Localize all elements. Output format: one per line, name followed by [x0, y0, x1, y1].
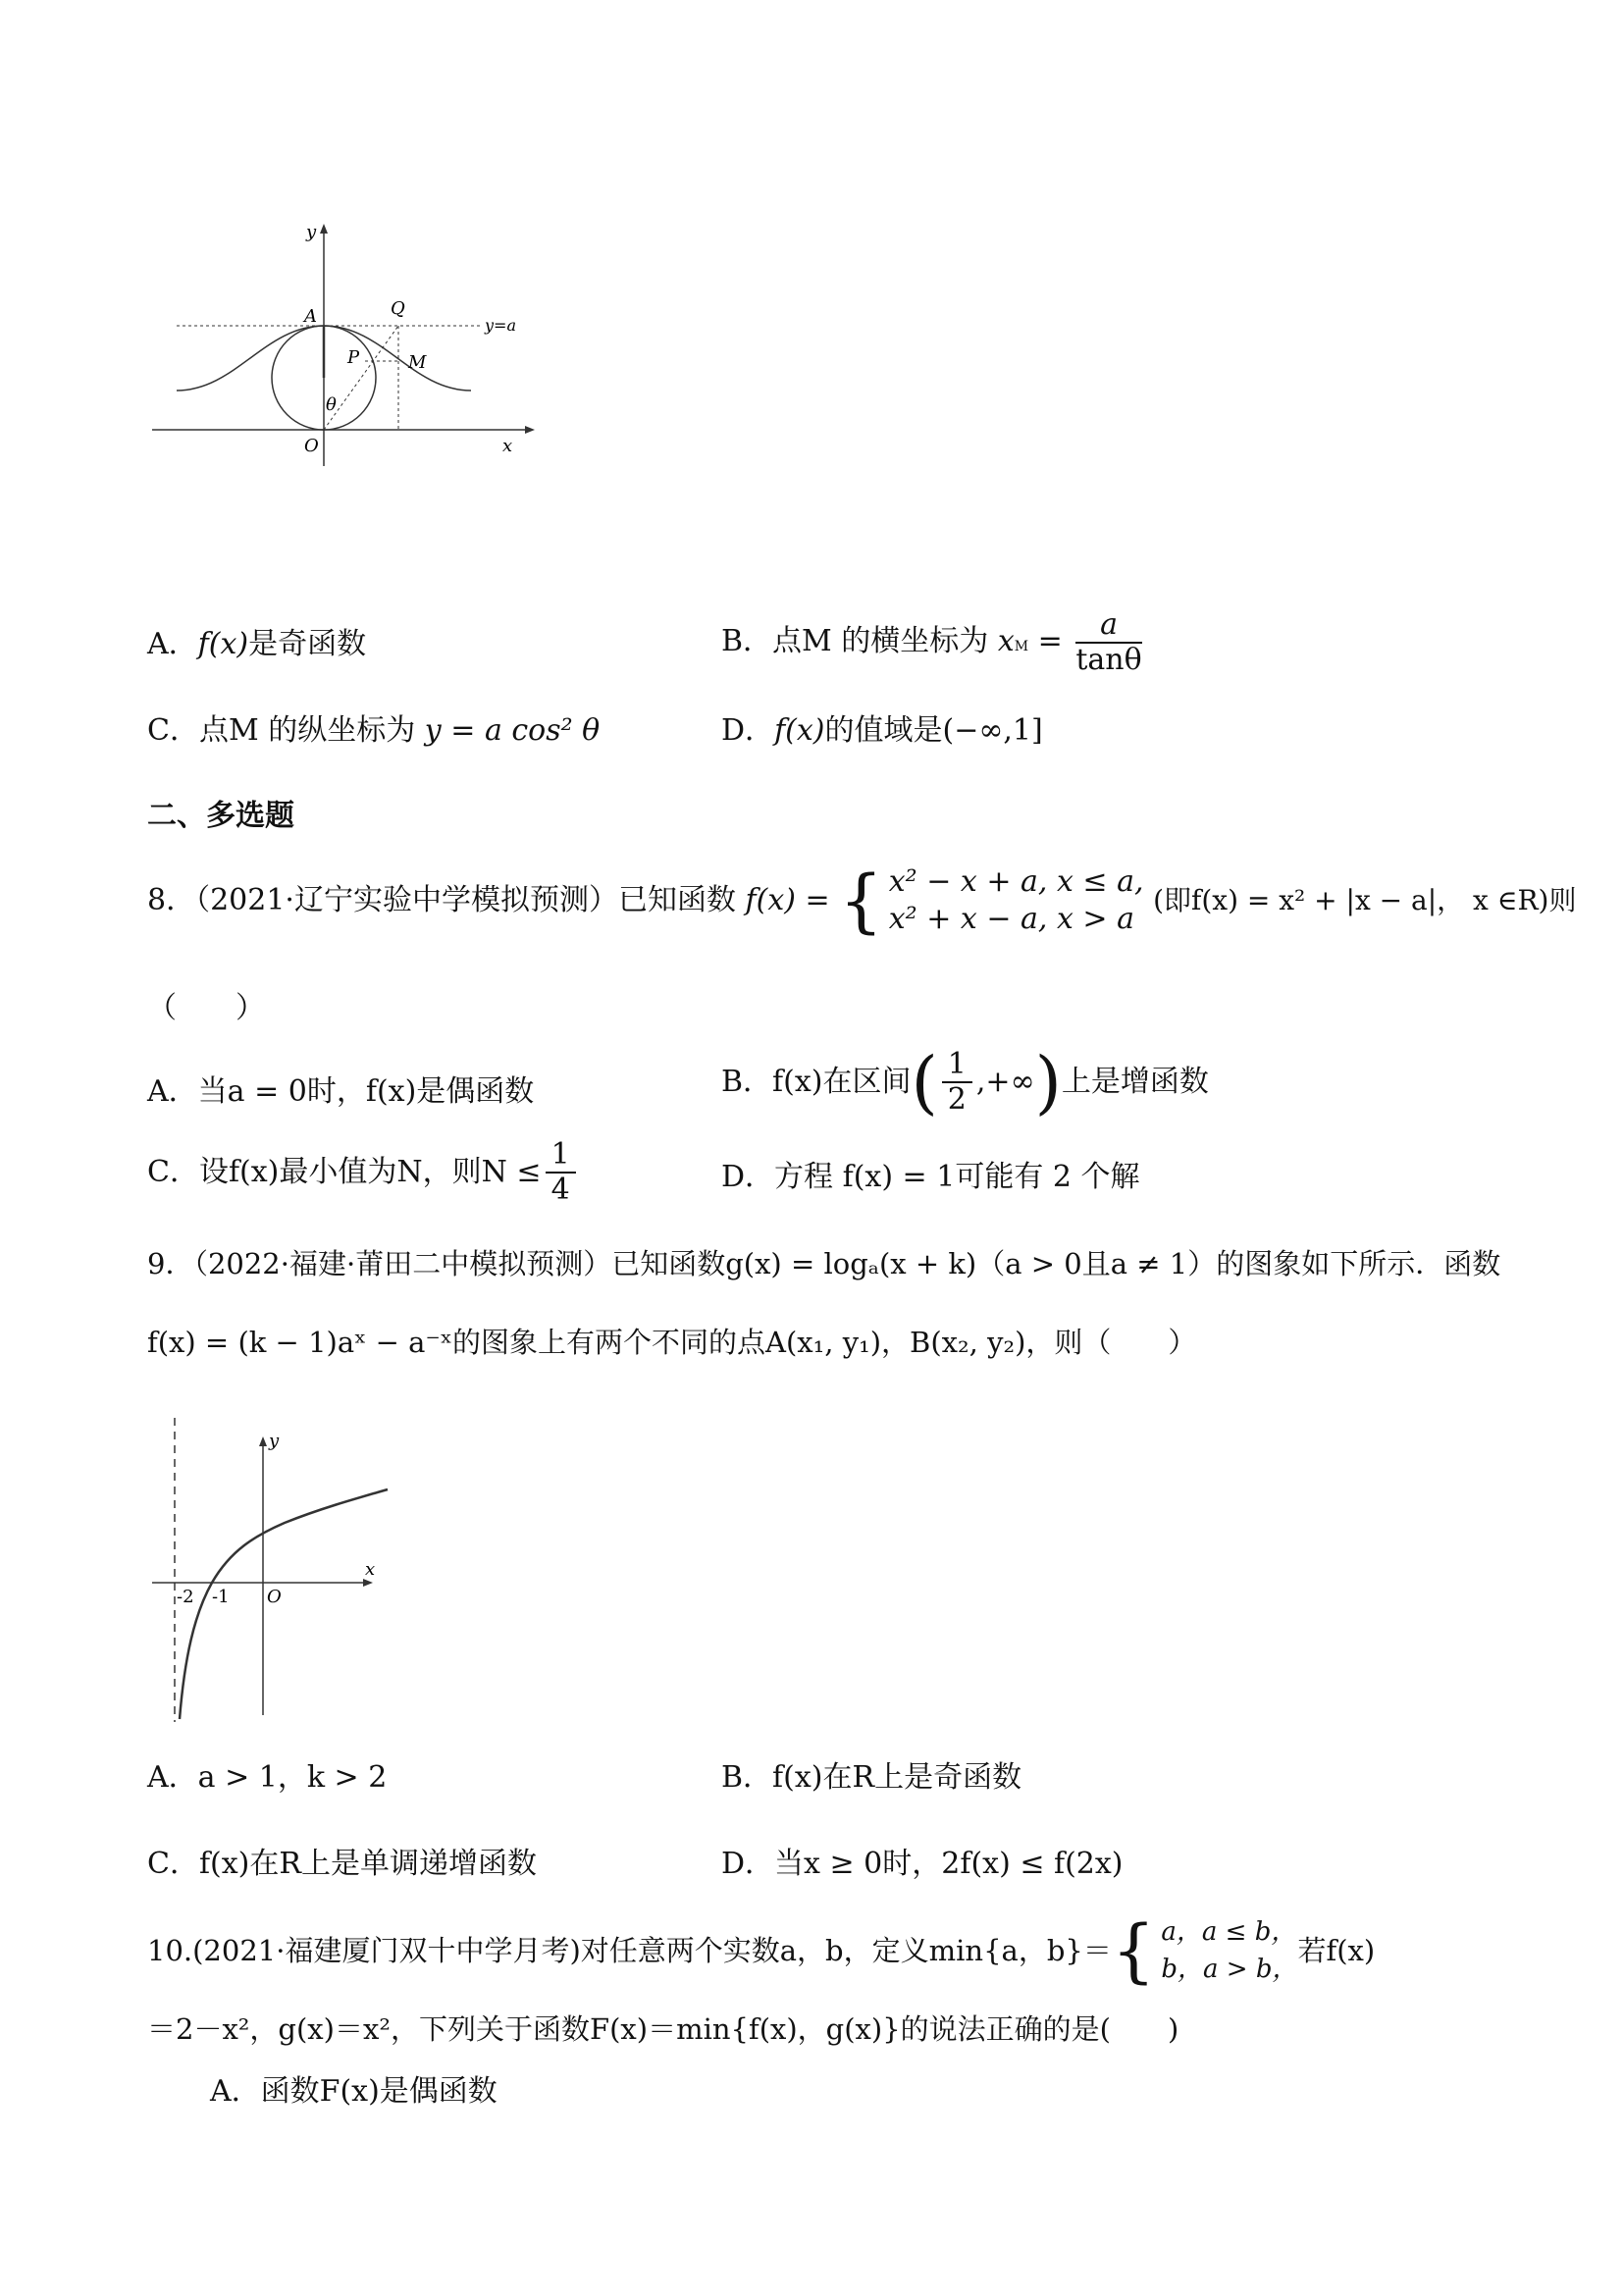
q7-b-x: x: [997, 624, 1015, 658]
q7-option-d: [721, 711, 1043, 751]
y-axis-arrow-icon: [320, 224, 328, 234]
q7-c-letter: C．: [147, 713, 199, 748]
q8-answer-paren: （ ）: [147, 991, 265, 1025]
q9-option-a: A．a > 1，k > 2: [147, 1760, 388, 1795]
q8-prefix: 8．（2021·辽宁实验中学模拟预测）已知函数: [147, 883, 736, 917]
q8-b-fraction: [942, 1048, 972, 1117]
brace-icon: {: [839, 861, 883, 941]
q8-b-post: 上是增函数: [1061, 1065, 1209, 1099]
q7-c-text: 点M 的纵坐标为: [198, 713, 416, 748]
q7-b-fraction: [1075, 608, 1141, 677]
label-q: Q: [391, 298, 405, 319]
q7-option-b: B．点M 的横坐标为 xM = $\frac{a}{\tan\theta}$: [721, 607, 1142, 677]
section-heading-multiple-choice: 二、多选题: [147, 799, 294, 833]
q7-d-letter: D．: [721, 713, 775, 748]
q8-cases: [889, 863, 1144, 938]
q10-pre: 10.(2021·福建厦门双十中学月考)对任意两个实数a，b，定义min{a，b}＝: [147, 1934, 1112, 1967]
q9-option-d: D．当x ≥ 0时，2f(x) ≤ f(2x): [721, 1847, 1124, 1881]
label-y: y: [269, 1431, 280, 1451]
q10-stem-line2: ＝2－x²，g(x)＝x²，下列关于函数F(x)＝min{f(x)，g(x)}的说法正确的是( ): [147, 2012, 1179, 2046]
q9-option-c: C．f(x)在R上是单调递增函数: [147, 1847, 537, 1881]
q7-a-text: 是奇函数: [248, 627, 367, 661]
q7-b-sub: M: [1014, 639, 1029, 654]
q7-b-text: 点M 的横坐标为: [772, 624, 989, 658]
q10-post: 若f(x): [1297, 1934, 1376, 1967]
label-o: O: [267, 1587, 282, 1607]
figure-witch-curve: [137, 216, 569, 471]
x-axis-arrow-icon: [363, 1579, 373, 1587]
label-y-equals-a: y=a: [485, 316, 516, 335]
q10-option-a: A．函数F(x)是偶函数: [210, 2074, 497, 2109]
q8-case2: x² + x − a, x > a: [888, 902, 1134, 936]
label-x: x: [365, 1559, 376, 1580]
label-a: A: [304, 306, 317, 327]
q7-b-num: a: [1075, 608, 1141, 644]
q7-option-c: [147, 711, 600, 751]
q7-c-formula: y = a cos² θ: [424, 713, 601, 748]
q7-b-den: tanθ: [1075, 643, 1142, 677]
q7-d-text: 的值域是: [824, 713, 943, 748]
q8-option-a: A．当a = 0时，f(x)是偶函数: [147, 1074, 535, 1109]
q8-c-pre: C．设f(x)最小值为N，则N ≤: [147, 1155, 542, 1189]
label-p: P: [347, 347, 360, 368]
q8-b-den: 2: [947, 1082, 967, 1117]
y-axis-arrow-icon: [259, 1436, 267, 1446]
q8-option-d: D．方程 f(x) = 1可能有 2 个解: [721, 1160, 1140, 1194]
x-axis-arrow-icon: [525, 426, 535, 434]
q8-b-tail: ,+∞: [975, 1065, 1035, 1099]
q8-piecewise: [839, 861, 883, 941]
q7-d-fx: f(x): [774, 713, 825, 748]
q8-option-b: [721, 1042, 1209, 1136]
q7-a-fx: f(x): [197, 627, 249, 661]
q7-a-letter: A．: [147, 627, 198, 661]
q9-option-b: B．f(x)在R上是奇函数: [721, 1760, 1022, 1795]
figure-log-graph: [147, 1413, 402, 1727]
q10-case1: a，a ≤ b，: [1161, 1917, 1297, 1947]
q7-d-range: (−∞,1]: [942, 713, 1043, 748]
paren-open-icon: (: [911, 1042, 938, 1122]
tick-minus-1: -1: [212, 1587, 230, 1607]
q8-stem: [147, 863, 1576, 942]
label-theta: θ: [326, 394, 337, 415]
brace-icon: {: [1111, 1910, 1156, 1991]
q8-b-pre: B．f(x)在区间: [721, 1065, 912, 1099]
q8-c-fraction: [546, 1138, 576, 1207]
q8-c-num: 1: [546, 1138, 576, 1174]
q10-case2: b，a > b，: [1161, 1955, 1298, 1984]
q7-option-a: [147, 625, 366, 664]
q9-stem-line1: 9．（2022·福建·莆田二中模拟预测）已知函数g(x) = logₐ(x + k)（a > 0且a ≠ 1）的图象如下所示．函数: [147, 1247, 1501, 1280]
q9-stem-line2: f(x) = (k − 1)aˣ − a⁻ˣ的图象上有两个不同的点A(x₁, y₁)，B(x₂, y₂)，则（ ）: [147, 1326, 1197, 1359]
label-x: x: [502, 436, 513, 456]
paren-close-icon: ): [1034, 1042, 1062, 1122]
q8-b-num: 1: [942, 1048, 972, 1083]
q8-suffix: (即f(x) = x² + |x − a|， x ∈R)则: [1153, 884, 1577, 916]
tick-minus-2: -2: [177, 1587, 194, 1607]
log-curve: [180, 1489, 388, 1719]
q8-c-den: 4: [550, 1173, 570, 1207]
q10-stem-line1: [147, 1910, 1376, 1996]
q8-option-c: [147, 1138, 580, 1217]
q10-cases: [1161, 1913, 1297, 1988]
label-o: O: [304, 436, 319, 456]
q8-case1: x² − x + a, x ≤ a,: [888, 864, 1144, 899]
label-m: M: [408, 352, 427, 373]
label-y: y: [306, 222, 317, 242]
q7-b-letter: B．: [721, 624, 773, 658]
q8-fx: f(x) =: [745, 883, 830, 917]
